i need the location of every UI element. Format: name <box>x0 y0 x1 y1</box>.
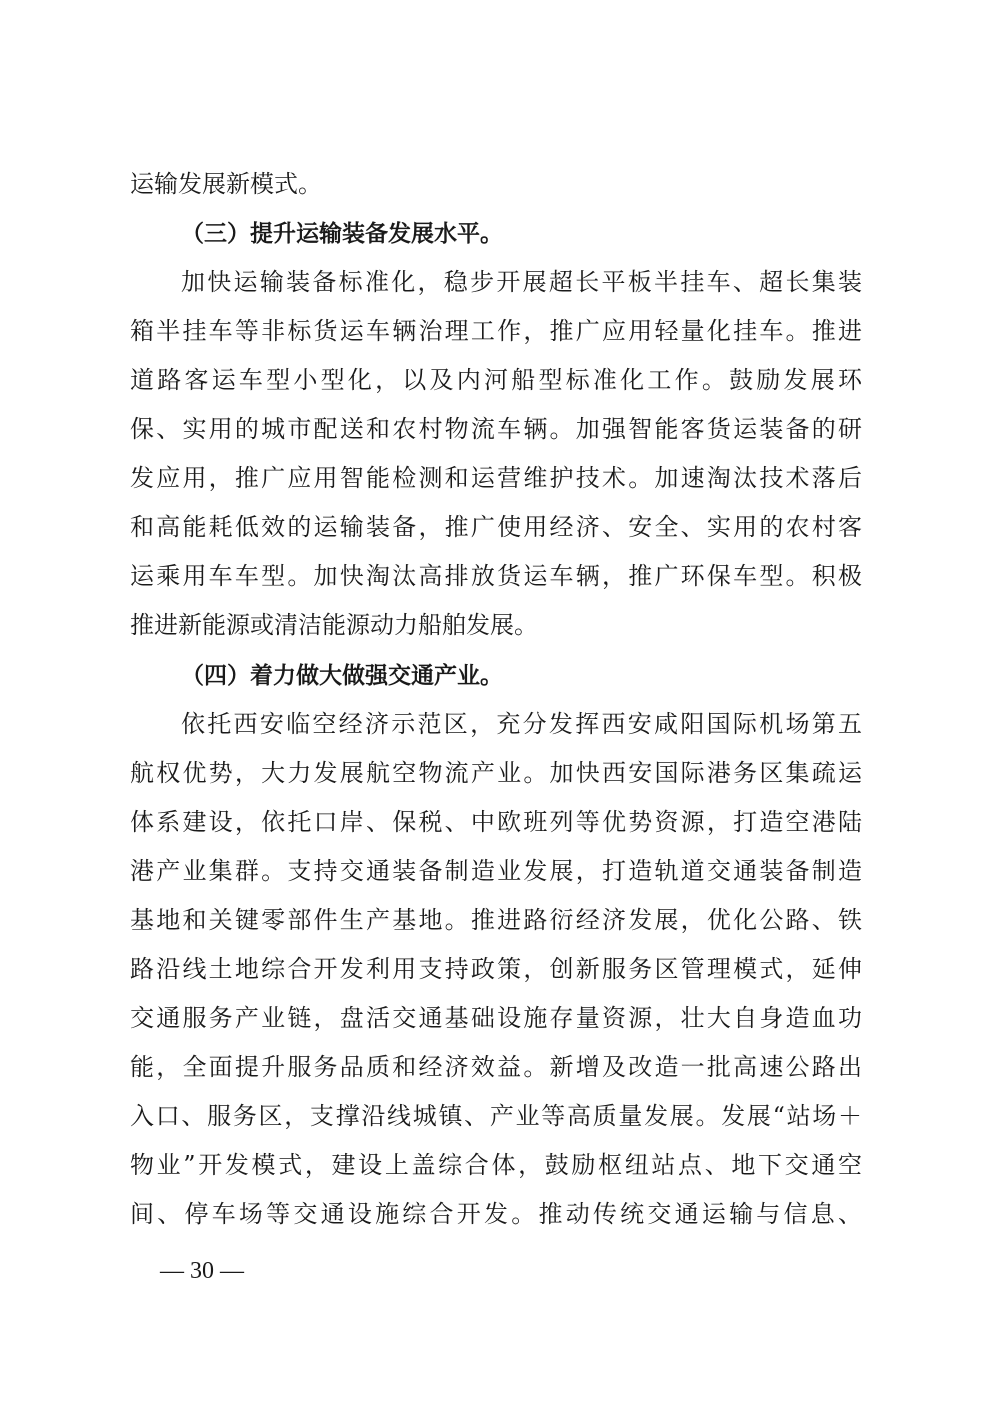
text-line: 和高能耗低效的运输装备，推广使用经济、安全、实用的农村客 <box>130 513 862 541</box>
text-line: 保、实用的城市配送和农村物流车辆。加强智能客货运装备的研 <box>130 415 862 443</box>
text-line: 能，全面提升服务品质和经济效益。新增及改造一批高速公路出 <box>130 1053 862 1081</box>
text-line: 入口、服务区，支撑沿线城镇、产业等高质量发展。发展“站场＋ <box>130 1102 862 1130</box>
text-line: 道路客运车型小型化，以及内河船型标准化工作。鼓励发展环 <box>130 366 862 394</box>
text-line: 运输发展新模式。 <box>130 170 322 198</box>
text-line: 路沿线土地综合开发利用支持政策，创新服务区管理模式，延伸 <box>130 955 862 983</box>
text-line: 航权优势，大力发展航空物流产业。加快西安国际港务区集疏运 <box>130 759 862 787</box>
page-number: — 30 — <box>160 1258 244 1284</box>
text-line: 间、停车场等交通设施综合开发。推动传统交通运输与信息、 <box>130 1200 862 1228</box>
text-line: 运乘用车车型。加快淘汰高排放货运车辆，推广环保车型。积极 <box>130 562 862 590</box>
text-line: 交通服务产业链，盘活交通基础设施存量资源，壮大自身造血功 <box>130 1004 862 1032</box>
text-line: 箱半挂车等非标货运车辆治理工作，推广应用轻量化挂车。推进 <box>130 317 862 345</box>
text-line: 发应用，推广应用智能检测和运营维护技术。加速淘汰技术落后 <box>130 464 862 492</box>
text-line: 加快运输装备标准化，稳步开展超长平板半挂车、超长集装 <box>181 268 862 296</box>
text-line: 依托西安临空经济示范区，充分发挥西安咸阳国际机场第五 <box>181 710 862 738</box>
text-line: 物业”开发模式，建设上盖综合体，鼓励枢纽站点、地下交通空 <box>130 1151 862 1179</box>
text-line: 体系建设，依托口岸、保税、中欧班列等优势资源，打造空港陆 <box>130 808 862 836</box>
section-heading: （三）提升运输装备发展水平。 <box>181 221 503 247</box>
text-line: 推进新能源或清洁能源动力船舶发展。 <box>130 611 538 639</box>
text-line: 港产业集群。支持交通装备制造业发展，打造轨道交通装备制造 <box>130 857 862 885</box>
section-heading: （四）着力做大做强交通产业。 <box>181 663 503 689</box>
text-line: 基地和关键零部件生产基地。推进路衍经济发展，优化公路、铁 <box>130 906 862 934</box>
